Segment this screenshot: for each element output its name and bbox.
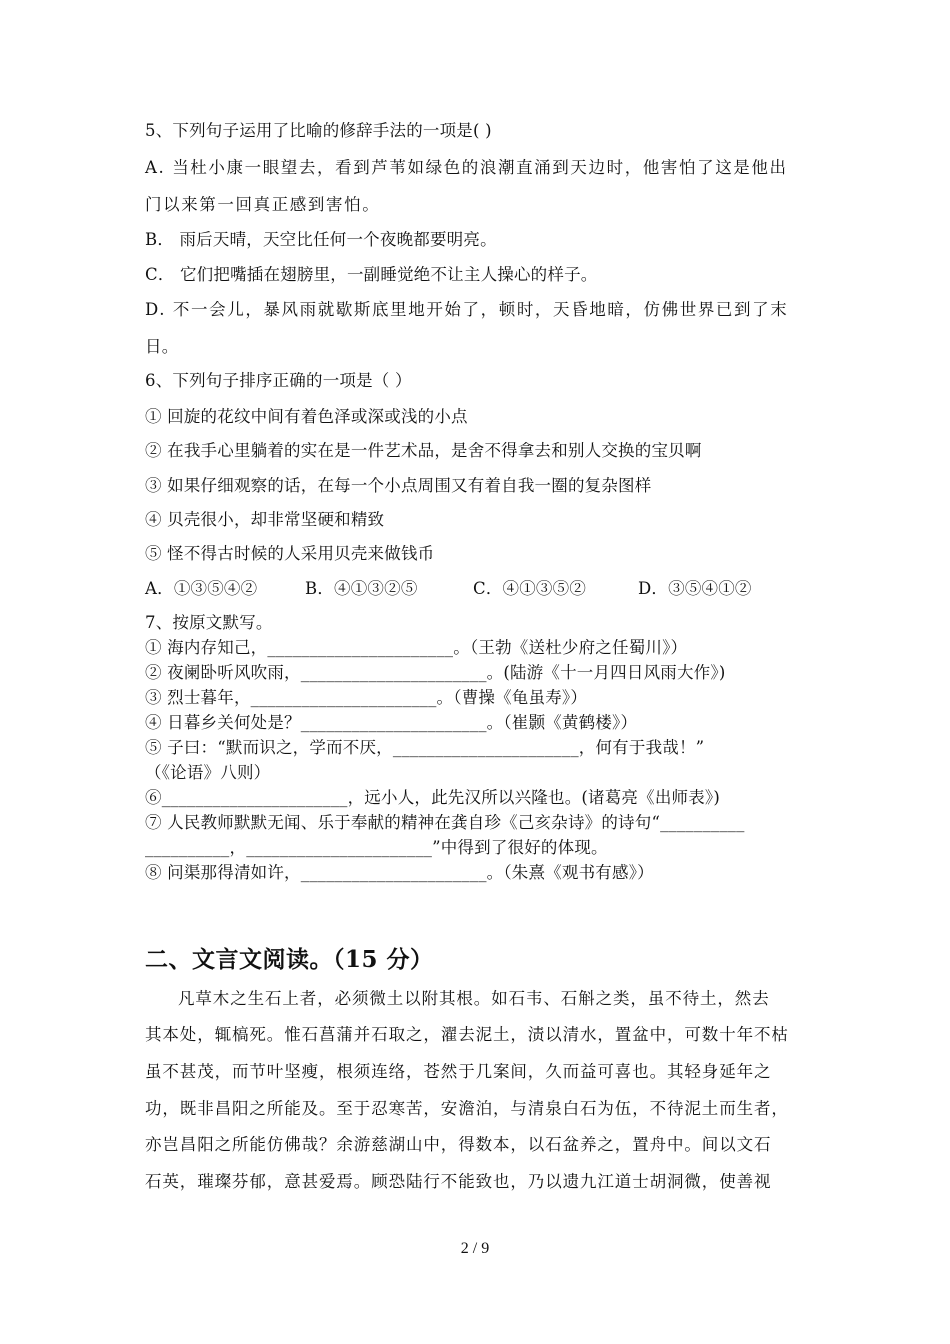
q7-line-7: ⑦ 人民教师默默无闻、乐于奉献的精神在龚自珍《己亥杂诗》的诗句“__________ [145,813,745,832]
passage-line-3: 虽不甚茂，而节叶坚瘦，根须连络，苍然于几案间，久而益可喜也。其轻身延年之 [145,1062,772,1081]
q7-line-4: ④ 日暮乡关何处是？______________________。（崔颢《黄鹤楼》） [145,713,638,732]
q6-sentence-2: ② 在我手心里躺着的实在是一件艺术品，是舍不得拿去和别人交换的宝贝啊 [145,441,702,460]
q5-option-d-line1: D. 不一会儿，暴风雨就歇斯底里地开始了，顿时，天昏地暗，仿佛世界已到了末 [145,300,789,319]
q6-sentence-5: ⑤ 怪不得古时候的人采用贝壳来做钱币 [145,544,435,563]
q6-sentence-1: ① 回旋的花纹中间有着色泽或深或浅的小点 [145,407,468,426]
page-number: 2 / 9 [460,1240,490,1257]
q5-option-b: B． 雨后天晴，天空比任何一个夜晚都要明亮。 [145,230,497,249]
q6-option-a: A．①③⑤④② [145,579,258,598]
section-heading: 二、文言文阅读。（15 分） [145,946,434,973]
q6-stem: 6、下列句子排序正确的一项是（ ） [145,371,412,390]
q7-line-2: ② 夜阑卧听风吹雨，______________________。(陆游《十一月四日风雨大作》) [145,663,726,682]
q5-option-c: C． 它们把嘴插在翅膀里，一副睡觉绝不让主人操心的样子。 [145,265,598,284]
q5-option-a-line2: 门以来第一回真正感到害怕。 [145,195,381,214]
q7-line-3: ③ 烈士暮年，______________________。（曹操《龟虽寿》） [145,688,588,707]
passage-line-2: 其本处，辄槁死。惟石菖蒲并石取之，濯去泥土，渍以清水，置盆中，可数十年不枯 [145,1025,789,1044]
q6-option-c: C．④①③⑤② [473,579,587,598]
q7-line-6: ⑥______________________，远小人，此先汉所以兴隆也。(诸葛亮《出师表》) [145,788,721,807]
q5-option-a-line1: A. 当杜小康一眼望去，看到芦苇如绿色的浪潮直涌到天边时，他害怕了这是他出 [145,158,788,177]
q6-option-b: B．④①③②⑤ [305,579,418,598]
q7-line-5: ⑤ 子曰：“默而识之，学而不厌，______________________，何有于我哉！” [145,738,705,757]
q7-line-5-source: （《论语》八则） [145,763,271,782]
q5-stem: 5、下列句子运用了比喻的修辞手法的一项是( ) [145,121,492,140]
q6-sentence-4: ④ 贝壳很小，却非常坚硬和精致 [145,510,385,529]
q7-stem: 7、按原文默写。 [145,613,273,632]
q7-line-8: ⑧ 问渠那得清如许，______________________。（朱熹《观书有感》） [145,863,654,882]
q6-option-d: D．③⑤④①② [638,579,752,598]
q7-line-1: ① 海内存知己，______________________。（王勃《送杜少府之任蜀川》） [145,638,688,657]
q5-option-d-line2: 日。 [145,337,179,356]
passage-line-5: 亦岂昌阳之所能仿佛哉？余游慈湖山中，得数本，以石盆养之，置舟中。间以文石 [145,1135,772,1154]
passage-line-6: 石英，璀璨芬郁，意甚爱焉。顾恐陆行不能致也，乃以遗九江道士胡洞微，使善视 [145,1172,772,1191]
q6-options [145,578,815,600]
passage-line-1: 凡草木之生石上者，必须微土以附其根。如石韦、石斛之类，虽不待土，然去 [178,989,770,1008]
q7-line-7-cont: __________，______________________”中得到了很好的体现。 [145,838,608,857]
passage-line-4: 功，既非昌阳之所能及。至于忍寒苦，安澹泊，与清泉白石为伍，不待泥土而生者， [145,1099,789,1118]
q6-sentence-3: ③ 如果仔细观察的话，在每一个小点周围又有着自我一圈的复杂图样 [145,476,652,495]
